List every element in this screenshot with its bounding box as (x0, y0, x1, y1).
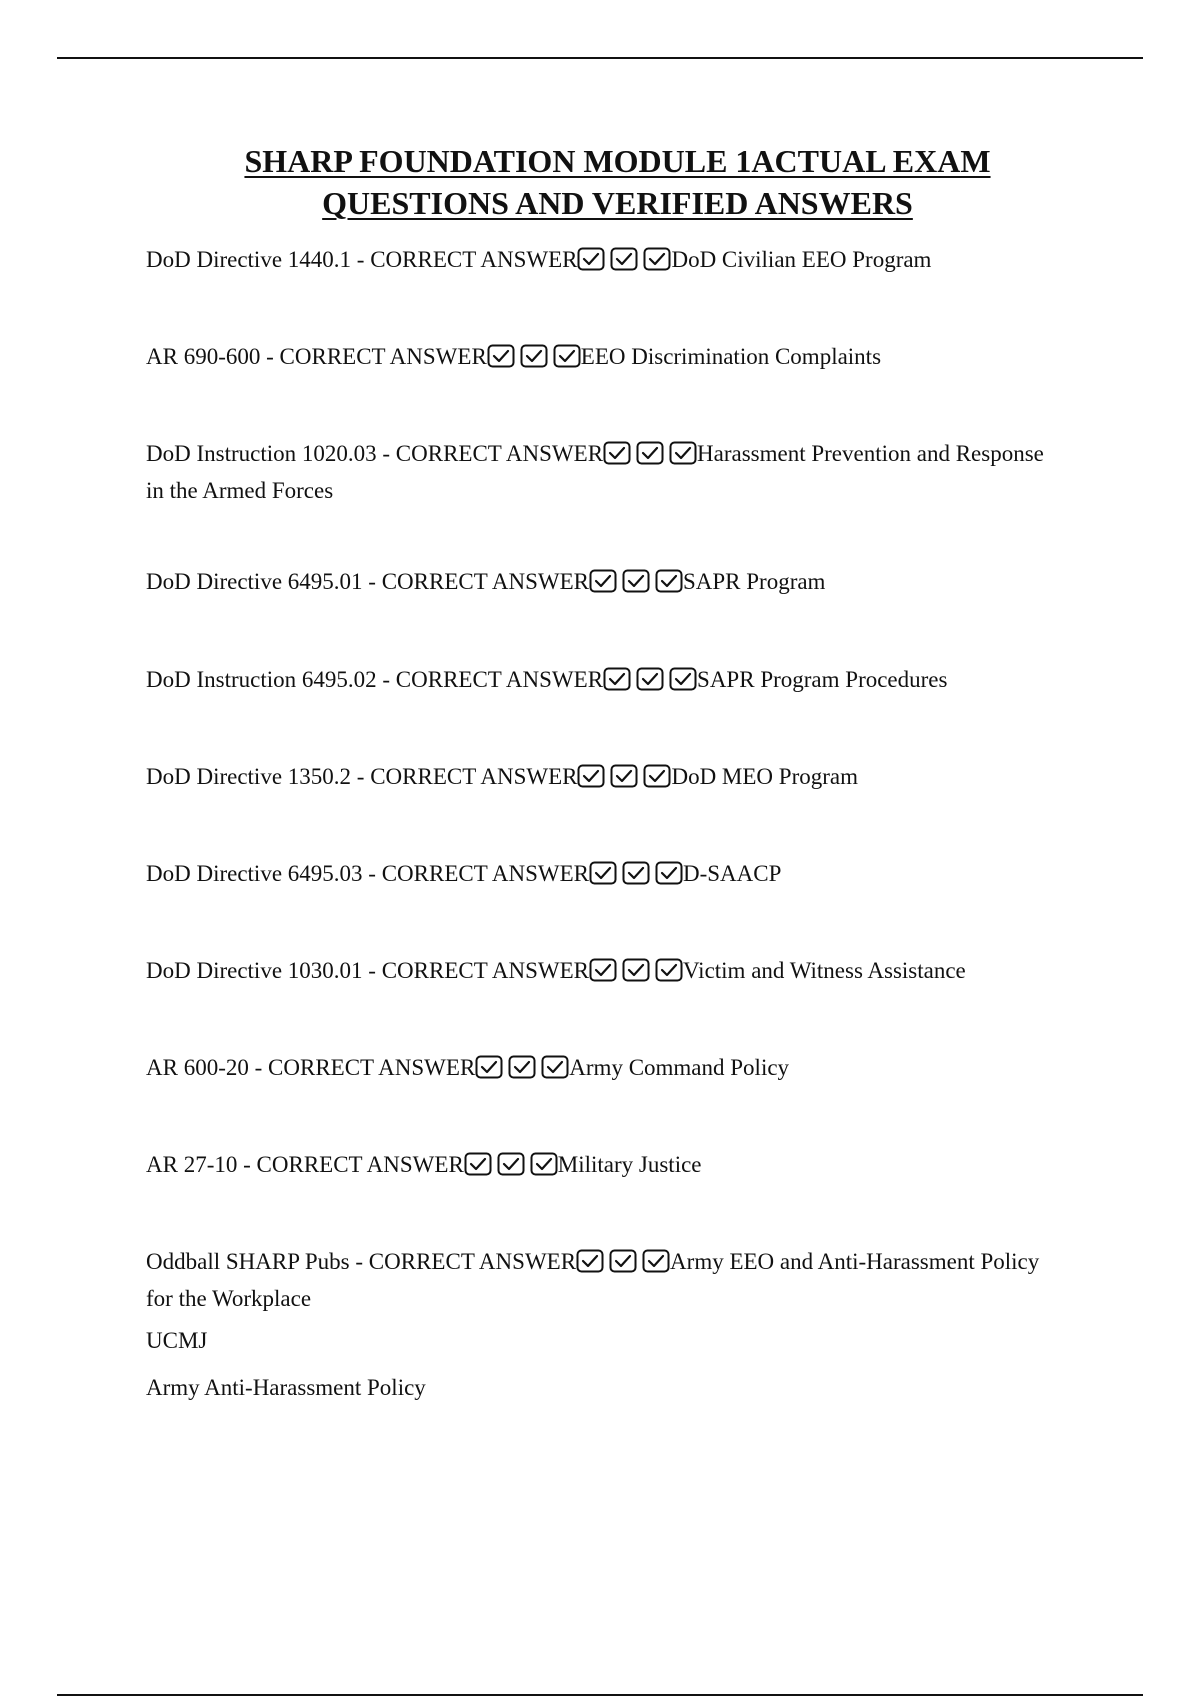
check-box-icon (520, 344, 548, 368)
check-box-icon (589, 569, 617, 593)
check-box-icon (497, 1152, 525, 1176)
document-title (130, 140, 1105, 224)
check-box-icon (589, 958, 617, 982)
extra-line-ucmj: UCMJ (146, 1328, 208, 1353)
check-box-icon (643, 764, 671, 788)
check-box-icon (577, 247, 605, 271)
title-line-1: SHARP FOUNDATION MODULE 1ACTUAL EXAM (244, 143, 991, 179)
qa-item-10 (146, 1148, 1046, 1185)
check-marks (589, 958, 683, 991)
title-line-2: QUESTIONS AND VERIFIED ANSWERS (322, 185, 913, 221)
check-box-icon (577, 764, 605, 788)
check-box-icon (636, 667, 664, 691)
check-box-icon (622, 958, 650, 982)
qa-question: DoD Directive 6495.03 (146, 861, 363, 886)
qa-answer: Harassment Prevention and Response in the Armed Forces (146, 441, 1044, 503)
check-marks (589, 569, 683, 602)
qa-answer: EEO Discrimination Complaints (580, 344, 882, 369)
check-box-icon (603, 441, 631, 465)
check-box-icon (610, 247, 638, 271)
check-box-icon (609, 1249, 637, 1273)
check-marks (475, 1055, 569, 1088)
extra-line-anti-harassment: Army Anti-Harassment Policy (146, 1375, 426, 1400)
qa-item-8 (146, 954, 1046, 991)
check-box-icon (603, 667, 631, 691)
qa-answer: DoD MEO Program (671, 764, 858, 789)
qa-item-5 (146, 663, 1046, 700)
check-box-icon (669, 441, 697, 465)
check-box-icon (655, 861, 683, 885)
page-bottom-rule (57, 1694, 1143, 1696)
check-box-icon (464, 1152, 492, 1176)
qa-answer: Military Justice (557, 1152, 702, 1177)
answer-marker: - CORRECT ANSWER (248, 1055, 476, 1080)
check-marks (577, 764, 671, 797)
check-box-icon (655, 958, 683, 982)
check-box-icon (541, 1055, 569, 1079)
qa-question: DoD Directive 1440.1 (146, 247, 352, 272)
check-marks (603, 441, 697, 474)
check-box-icon (622, 861, 650, 885)
qa-item-3 (146, 437, 1046, 507)
check-box-icon (589, 861, 617, 885)
answer-marker: - CORRECT ANSWER (362, 569, 589, 594)
check-marks (576, 1249, 670, 1282)
qa-item-2 (146, 340, 1046, 377)
check-box-icon (487, 344, 515, 368)
qa-answer: Army Command Policy (569, 1055, 790, 1080)
qa-question: DoD Directive 6495.01 (146, 569, 363, 594)
check-box-icon (655, 569, 683, 593)
check-box-icon (643, 247, 671, 271)
qa-question: DoD Instruction 1020.03 (146, 441, 377, 466)
answer-marker: - CORRECT ANSWER (376, 441, 604, 466)
qa-item-9 (146, 1051, 1046, 1088)
qa-answer: Army EEO and Anti-Harassment Policy for the Workplace (146, 1249, 1040, 1311)
check-marks (464, 1152, 558, 1185)
check-marks (577, 247, 671, 280)
check-box-icon (576, 1249, 604, 1273)
check-marks (603, 667, 697, 700)
check-marks (487, 344, 581, 377)
answer-marker: - CORRECT ANSWER (362, 958, 589, 983)
check-box-icon (475, 1055, 503, 1079)
qa-item-7 (146, 857, 1046, 894)
answer-marker: - CORRECT ANSWER (260, 344, 487, 369)
check-box-icon (530, 1152, 558, 1176)
qa-question: AR 690-600 (146, 344, 261, 369)
check-box-icon (553, 344, 581, 368)
answer-marker: - CORRECT ANSWER (237, 1152, 464, 1177)
qa-question: AR 600-20 (146, 1055, 249, 1080)
answer-marker: - CORRECT ANSWER (349, 1249, 577, 1274)
qa-answer: Victim and Witness Assistance (682, 958, 966, 983)
check-box-icon (636, 441, 664, 465)
answer-marker: - CORRECT ANSWER (362, 861, 589, 886)
qa-question: DoD Directive 1030.01 (146, 958, 363, 983)
qa-item-1 (146, 243, 1046, 280)
qa-question: AR 27-10 (146, 1152, 238, 1177)
check-box-icon (622, 569, 650, 593)
check-box-icon (508, 1055, 536, 1079)
answer-marker: - CORRECT ANSWER (351, 247, 578, 272)
check-box-icon (669, 667, 697, 691)
qa-question: Oddball SHARP Pubs (146, 1249, 350, 1274)
check-box-icon (642, 1249, 670, 1273)
qa-item-4 (146, 565, 1046, 602)
qa-question: DoD Directive 1350.2 (146, 764, 352, 789)
qa-item-11 (146, 1245, 1046, 1315)
answer-marker: - CORRECT ANSWER (351, 764, 578, 789)
qa-answer: DoD Civilian EEO Program (671, 247, 932, 272)
check-box-icon (610, 764, 638, 788)
qa-answer: D-SAACP (682, 861, 782, 886)
answer-marker: - CORRECT ANSWER (376, 667, 604, 692)
qa-item-6 (146, 760, 1046, 797)
qa-answer: SAPR Program (682, 569, 826, 594)
check-marks (589, 861, 683, 894)
qa-answer: SAPR Program Procedures (697, 667, 948, 692)
qa-question: DoD Instruction 6495.02 (146, 667, 377, 692)
page-top-rule (57, 57, 1143, 59)
